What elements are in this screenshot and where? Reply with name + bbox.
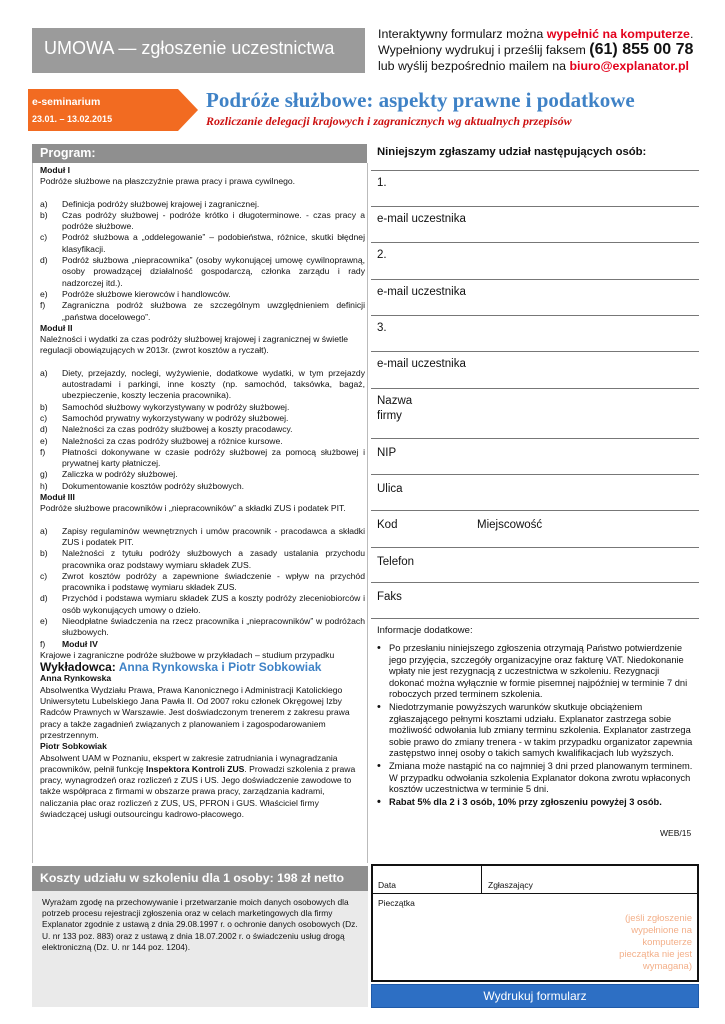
module-intro: Podróże służbowe na płaszczyźnie prawa pracy i prawa cywilnego. [40,176,296,187]
info-item: • Niedotrzymanie powyższych warunków skutkuje obciążeniem zgłaszającego pełnymi kosztami udziału. Explanator zastrzega sobie możliwość odwołania lub zmiany terminu szkolenia. Explanator zastrzega sobie prawo do zmiany trenera - w takim przypadku organizator zapewnia zastępstwo innej osoby o takich samych kwalifikacjach lub wyższych. [375,702,695,760]
program-heading: Program: [32,144,367,163]
lecturers-label: Wykładowca: [40,660,119,675]
phone-field[interactable] [371,547,699,582]
program-item [40,232,365,255]
print-form-button[interactable]: Wydrukuj formularz [371,984,699,1008]
item-text: Czas podróży służbowej - podróże krótko i długoterminowe. - czas pracy a podróże służbowe. [62,209,365,232]
program-item [40,548,365,571]
field-label: Telefon [377,556,415,568]
lecturer-name: Anna Rynkowska [40,673,112,684]
program-item [40,481,365,492]
program-item [40,368,365,402]
item-letter: c) [40,570,48,581]
item-letter: g) [40,469,48,480]
item-letter: b) [40,548,48,559]
form-heading: Niniejszym zgłaszamy udział następujących osób: [377,146,647,158]
participant-1-email-field[interactable] [371,206,699,242]
field-label: NIP [377,447,397,459]
participant-2-name-field[interactable] [371,242,699,279]
city-label: Miejscowość [477,519,543,531]
program-item [40,210,365,233]
program-item [40,255,365,289]
info-text: . [689,27,694,41]
item-letter: d) [40,424,48,435]
module-title: Moduł II [40,322,73,333]
item-letter: a) [40,198,48,209]
field-label: 2. [377,249,387,261]
item-text: Zagraniczna podróż służbowa ze szczególnym uwzględnieniem definicji „państwa docelowego”. [62,300,365,322]
postcode-label: Kod [377,519,398,531]
module-list [40,199,365,323]
item-text: Należności za czas podróży służbowej a koszty pracodawcy. [62,424,293,435]
form-title: UMOWA — zgłoszenie uczestnictwa [32,28,365,73]
item-letter: c) [40,412,48,423]
lecturers-names: Anna Rynkowska i Piotr Sobkowiak [118,660,322,675]
item-text: Należności z tytułu podróży służbowych a zasady ustalania przychodu pracownika oraz podstawy wymiaru składek ZUS. [62,548,365,570]
item-text: Definicja podróży służbowej krajowej i zagranicznej. [62,198,260,209]
info-text: lub wyślij bezpośrednio mailem na [378,59,570,73]
item-letter: b) [40,401,48,412]
module-list [40,526,365,650]
item-text: Podróże służbowe kierowców i handlowców. [62,288,231,299]
item-text: Samochód służbowy wykorzystywany w podróży służbowej. [62,401,290,412]
field-label: e-mail uczestnika [377,358,466,370]
item-letter: a) [40,525,48,536]
company-name-field[interactable] [371,388,699,438]
info-text: Wypełniony wydrukuj i prześlij faksem [378,43,590,57]
program-item [40,571,365,594]
item-letter: d) [40,593,48,604]
program-item [40,436,365,447]
cost-heading: Koszty udziału w szkoleniu dla 1 osoby: 198 zł netto [32,866,368,891]
program-item [40,424,365,435]
info-item: • Po przesłaniu niniejszego zgłoszenia otrzymają Państwo potwierdzenie jego przyjęcia, szczegóły organizacyjne oraz fakturę VAT. Niedokonanie wpłaty nie jest rezygnacją z uczestnictwa w szkoleniu. Rezygnacji dokonać można wyłącznie w formie pisemnej najpóźniej w terminie 7 dni roboczych przed terminem szkolenia. [375,643,695,701]
module-intro: Należności i wydatki za czas podróży służbowej krajowej i zagranicznej w świetle regulacji obowiązujących w 2013r. (zwrot kosztów a ryczałt). [40,334,349,356]
lecturer-name: Piotr Sobkowiak [40,741,107,752]
item-letter: d) [40,255,48,266]
item-letter: e) [40,615,48,626]
field-label: Nazwa firmy [377,395,413,422]
module-intro: Podróże służbowe pracowników i „niepracowników” a składki ZUS i podatek PIT. [40,503,346,514]
item-text: Podróż służbowa a „oddelegowanie” – podobieństwa, różnice, skutki błędnej klasyfikacji. [62,232,365,254]
item-letter: b) [40,209,48,220]
item-text: Przychód i podstawa wymiaru składek ZUS a koszty podróży zleceniobiorców i osób wykonujących umowy o dzieło. [62,593,365,615]
participant-1-name-field[interactable] [371,170,699,206]
item-text: Diety, przejazdy, noclegi, wyżywienie, dodatkowe wydatki, w tym przejazdy autostradami i parkingi, inne koszty (np. samochód, taksówka, bagaż, ubezpieczenie, koszty leczenia pracownika). [62,367,365,401]
event-dates: 23.01. – 13.02.2015 [32,114,113,124]
fax-field[interactable] [371,582,699,618]
fax-number: (61) 855 00 78 [589,41,694,58]
item-text: Zwrot kosztów podróży a zapewnione świadczenie - wpływ na przychód pracownika i podstawę wymiaru składek ZUS. [62,570,365,593]
postcode-city-field[interactable] [371,510,699,547]
program-item [40,639,365,650]
item-text: Należności za czas podróży służbowej a różnice kursowe. [62,435,283,446]
item-letter: e) [40,288,48,299]
program-item [40,616,365,639]
participant-3-name-field[interactable] [371,315,699,351]
applicant-field[interactable]: Zgłaszający [488,880,533,890]
stamp-note: (jeśli zgłoszenie wypełnione na komputerze pieczątka nie jest wymagana) [619,913,692,972]
form-code: WEB/15 [660,828,692,838]
field-label: Ulica [377,483,403,495]
event-badge [32,95,182,127]
info-heading: Informacje dodatkowe: [377,625,473,636]
program-item [40,526,365,549]
item-letter: f) [40,446,46,457]
stamp-label: Pieczątka [378,898,415,908]
item-letter: f) [40,300,46,311]
info-text: Interaktywny formularz można [378,27,547,41]
item-text: Moduł IV [62,638,98,649]
info-list [375,643,695,809]
info-highlight: wypełnić na komputerze [546,27,690,41]
event-type: e-seminarium [32,96,101,108]
contact-info [378,26,718,74]
program-item [40,199,365,210]
item-text: Dokumentowanie kosztów podróży służbowych. [62,480,244,491]
item-letter: a) [40,367,48,378]
form-divider [371,618,699,619]
program-item [40,447,365,470]
item-letter: h) [40,480,48,491]
lecturer-bio: Absolwentka Wydziału Prawa, Prawa Kanonicznego i Administracji Katolickiego Uniwersytetu Lubelskiego Jana Pawła II. Od 2007 roku członek Okręgowej Izby Radców Prawnych w Warszawie. Jest doświadczonym trenerem z zakresu prawa pracy a także zagadnień związanych z planowaniem i zagospodarowaniem przestrzennym. [40,684,350,740]
program-item [40,413,365,424]
module-list [40,368,365,492]
date-field[interactable]: Data [378,880,396,890]
module-title: Moduł I [40,165,71,175]
signature-column-divider [481,866,482,893]
item-letter: f) [40,638,46,649]
item-letter: c) [40,232,48,243]
program-item [40,300,365,323]
field-label: Faks [377,591,402,603]
consent-text: Wyrażam zgodę na przechowywanie i przetwarzanie moich danych osobowych dla potrzeb procesu rejestracji zgłoszenia oraz w celach marketingowych dla firmy Explanator zgodnie z ustawą z dnia 29.08.1997 r. o ochronie danych osobowych (Dz. U. nr 133 poz. 883) oraz z ustawą z dnia 18.07.2002 r. o świadczeniu usług drogą elektroniczną (Dz. U. nr 144 poz. 1204). [32,891,368,1007]
module-title: Moduł III [40,492,75,503]
program-item [40,402,365,413]
course-subtitle: Rozliczanie delegacji krajowych i zagranicznych wg aktualnych przepisów [206,114,572,128]
item-text: Podróż służbowa „niepracownika” (osoby wykonującej umowę cywilnoprawną, osoby prowadzącej działalność gospodarczą, członka zarządu i rady nadzorczej itd.). [62,255,365,288]
item-text: Nieodpłatne świadczenia na rzecz pracownika i „niepracowników” w podróżach służbowych. [62,615,365,638]
lecturers-heading [40,662,365,673]
program-item [40,289,365,300]
participant-2-email-field[interactable] [371,279,699,315]
item-text: Samochód prywatny wykorzystywany w podróży służbowej. [62,412,289,423]
field-label: e-mail uczestnika [377,213,466,225]
program-item [40,469,365,480]
program-content [40,165,365,820]
field-label: e-mail uczestnika [377,286,466,298]
signature-divider [371,893,699,894]
email-link[interactable]: biuro@explanator.pl [569,59,689,73]
info-item: • Zmiana może nastąpić na co najmniej 3 dni przed planowanym terminem. W przypadku odwołania szkolenia Explanator dokona zwrotu wpłaconych kosztów uczestnictwa w terminie 5 dni. [375,761,695,796]
lecturers-bios [40,673,365,820]
item-text: Zapisy regulaminów wewnętrznych i umów pracownik - pracodawca a składki ZUS i podatek PIT. [62,525,365,547]
discount-item: • Rabat 5% dla 2 i 3 osób, 10% przy zgłoszeniu powyżej 3 osób. [375,797,695,809]
field-label: 3. [377,322,387,334]
lecturer-bio: Absolwent UAM w Poznaniu, ekspert w zakresie zatrudniania i wynagradzania pracowników, pełnił funkcję Inspektora Kontroli ZUS. Prowadzi szkolenia z prawa pracy, wynagrodzeń oraz rozliczeń z ZUS i US. Jego doświadczenie zawodowe to także współpraca z firmami w obszarze prawa pracy, zarządzania kadrami, naliczania płac oraz rozliczeń z ZUS, US, PFRON i GUS. Właściciel firmy świadczącej usługi outsourcingu kadrowo-płacowego. [40,752,356,820]
nip-field[interactable] [371,438,699,474]
item-letter: e) [40,435,48,446]
course-title: Podróże służbowe: aspekty prawne i podatkowe [206,88,635,112]
field-label: 1. [377,177,387,189]
street-field[interactable] [371,474,699,510]
program-item [40,593,365,616]
module-intro: Krajowe i zagraniczne podróże służbowe w przykładach – studium przypadku [40,649,335,660]
participant-3-email-field[interactable] [371,351,699,388]
item-text: Zaliczka w podróży służbowej. [62,469,178,480]
item-text: Płatności dokonywane w czasie podróży służbowej za pomocą służbowej i prywatnej karty płatniczej. [62,446,365,469]
